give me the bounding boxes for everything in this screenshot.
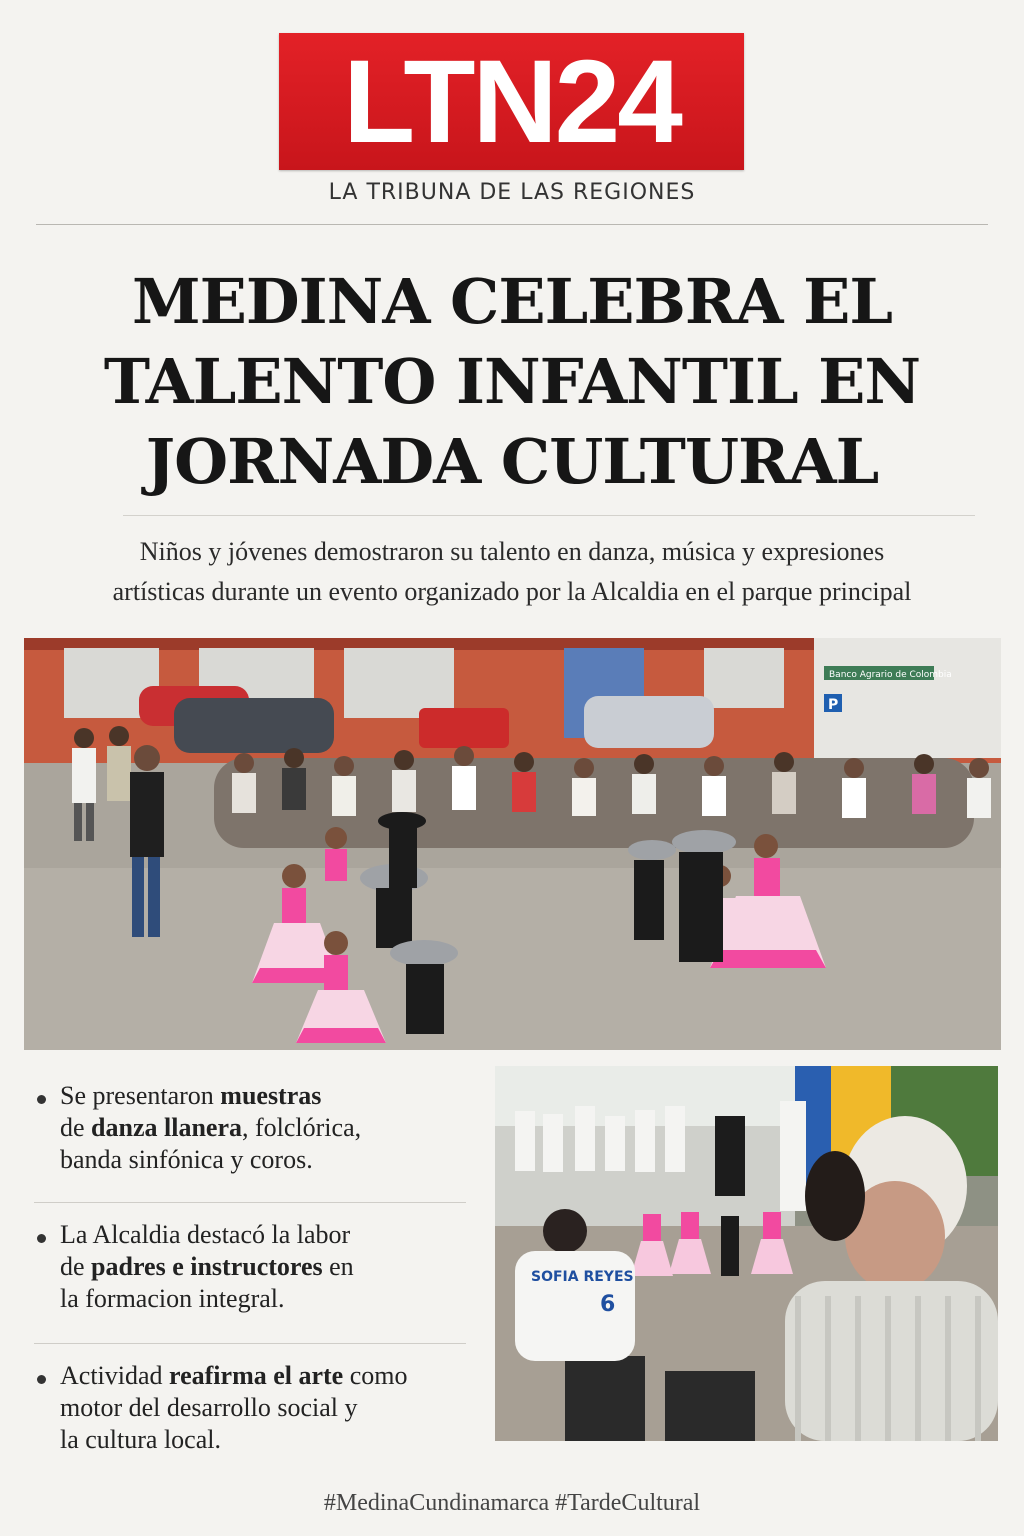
headline-line-1: MEDINA CELEBRA EL [132,265,892,338]
masthead-logo [279,33,744,170]
subheadline [30,532,994,612]
divider [34,1343,466,1344]
shirt-number: 6 [600,1292,616,1317]
divider [36,224,988,225]
list-item: La Alcaldia destacó la labor de padres e instructores en la formacion integral. [34,1219,474,1343]
side-photo [495,1066,998,1441]
headline [60,262,964,502]
headline-line-3: JORNADA CULTURAL [145,425,879,498]
subhead-line-1: Niños y jóvenes demostraron su talento en danza, música y expresiones [139,537,885,566]
bank-sign: Banco Agrario de Colombia [829,670,952,680]
subhead-line-2: artísticas durante un evento organizado por la Alcaldia en el parque principal [112,577,912,606]
parking-sign: P [828,697,839,713]
main-photo [24,638,1001,1050]
masthead-tagline: LA TRIBUNA DE LAS REGIONES [328,180,696,205]
bullet-icon [37,1234,46,1243]
shirt-name: SOFIA REYES [531,1269,634,1285]
headline-line-2: TALENTO INFANTIL EN [103,345,921,418]
key-points-list [34,1080,474,1456]
list-item: Actividad reafirma el arte como motor del desarrollo social y la cultura local. [34,1360,474,1456]
divider [34,1202,466,1203]
bullet-icon [37,1375,46,1384]
divider [123,515,975,516]
logo-text: LTN24 [343,35,680,168]
hashtags: #MedinaCundinamarca #TardeCultural [323,1490,701,1516]
bullet-icon [37,1095,46,1104]
list-item: Se presentaron muestras de danza llanera, folclórica, banda sinfónica y coros. [34,1080,474,1202]
